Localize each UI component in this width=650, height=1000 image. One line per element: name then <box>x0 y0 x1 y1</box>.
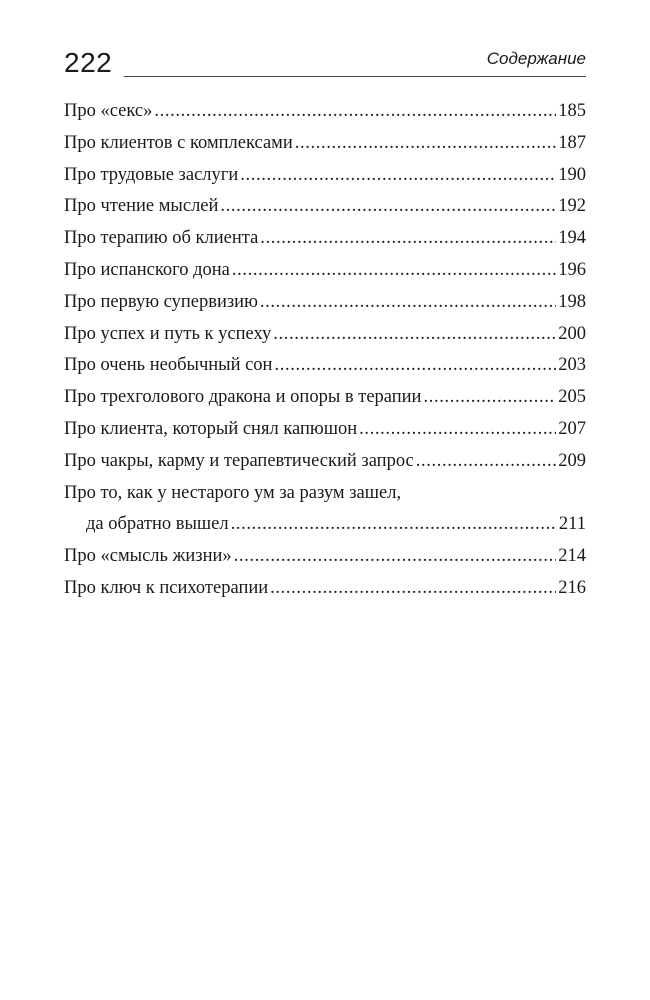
toc-entry-page: 190 <box>558 164 586 185</box>
toc-entry-page: 192 <box>558 196 586 217</box>
dot-leader <box>270 573 556 605</box>
dot-leader <box>416 446 557 478</box>
toc-entry-page: 214 <box>558 546 586 567</box>
toc-entry-page: 185 <box>558 101 586 121</box>
dot-leader <box>240 160 556 192</box>
toc-entry-title: Про трехголового дракона и опоры в терапии <box>64 387 422 408</box>
toc-entry[interactable] <box>64 96 586 128</box>
dot-leader <box>232 255 556 287</box>
dot-leader <box>273 319 556 351</box>
toc-entry[interactable] <box>64 128 586 160</box>
toc-entry-title: Про клиентов с комплексами <box>64 132 293 153</box>
toc-entry-page: 198 <box>558 291 586 312</box>
toc-entry-page: 194 <box>558 228 586 249</box>
toc-entry-page: 203 <box>558 355 586 376</box>
toc-entry-title-line2: да обратно вышел <box>86 514 229 535</box>
toc-entry-page: 196 <box>558 259 586 280</box>
header-rule <box>124 76 586 77</box>
dot-leader <box>231 509 557 541</box>
toc-entry[interactable] <box>64 478 586 542</box>
toc-entry-title: Про «секс» <box>64 101 153 121</box>
toc-entry-title: Про клиента, который снял капюшон <box>64 418 358 439</box>
toc-entry-title: Про «смысль жизни» <box>64 546 232 567</box>
toc-entry[interactable] <box>64 287 586 319</box>
toc-entry[interactable] <box>64 541 586 573</box>
toc-entry-page: 205 <box>558 387 586 408</box>
dot-leader <box>154 96 556 128</box>
toc-entry[interactable] <box>64 160 586 192</box>
toc-entry[interactable] <box>64 414 586 446</box>
toc-entry-title: Про чтение мыслей <box>64 196 219 217</box>
page-number: 222 <box>64 47 113 78</box>
running-title: Содержание <box>486 49 586 68</box>
toc-entry-title: Про успех и путь к успеху <box>64 323 272 344</box>
toc-entry[interactable] <box>64 446 586 478</box>
toc-entry-page: 209 <box>558 450 586 471</box>
toc-entry-title: Про первую супервизию <box>64 291 258 312</box>
dot-leader <box>423 382 556 414</box>
toc-entry-title: Про терапию об клиента <box>64 228 259 249</box>
dot-leader <box>359 414 556 446</box>
toc-entry[interactable] <box>64 223 586 255</box>
toc-entry[interactable] <box>64 319 586 351</box>
toc-entry-title: Про чакры, карму и терапевтический запрос <box>64 450 414 471</box>
toc-entry-title-line1: Про то, как у нестарого ум за разум зашел, <box>64 482 402 503</box>
toc-entry-title: Про очень необычный сон <box>64 355 273 376</box>
dot-leader <box>260 287 556 319</box>
toc-entry-title: Про испанского дона <box>64 259 230 280</box>
table-of-contents <box>64 96 586 605</box>
toc-entry-page: 207 <box>558 418 586 439</box>
toc-entry-title: Про ключ к психотерапии <box>64 577 269 598</box>
dot-leader <box>295 128 556 160</box>
toc-entry-page: 211 <box>558 514 586 535</box>
toc-entry-page: 200 <box>558 323 586 344</box>
toc-entry-page: 216 <box>558 577 586 598</box>
dot-leader <box>260 223 556 255</box>
toc-entry[interactable] <box>64 191 586 223</box>
dot-leader <box>234 541 557 573</box>
dot-leader <box>220 191 556 223</box>
toc-entry[interactable] <box>64 350 586 382</box>
toc-entry-title: Про трудовые заслуги <box>64 164 239 185</box>
toc-entry[interactable] <box>64 573 586 605</box>
dot-leader <box>274 350 556 382</box>
page-header <box>64 46 586 80</box>
toc-entry[interactable] <box>64 382 586 414</box>
toc-entry[interactable] <box>64 255 586 287</box>
toc-entry-page: 187 <box>558 132 586 153</box>
